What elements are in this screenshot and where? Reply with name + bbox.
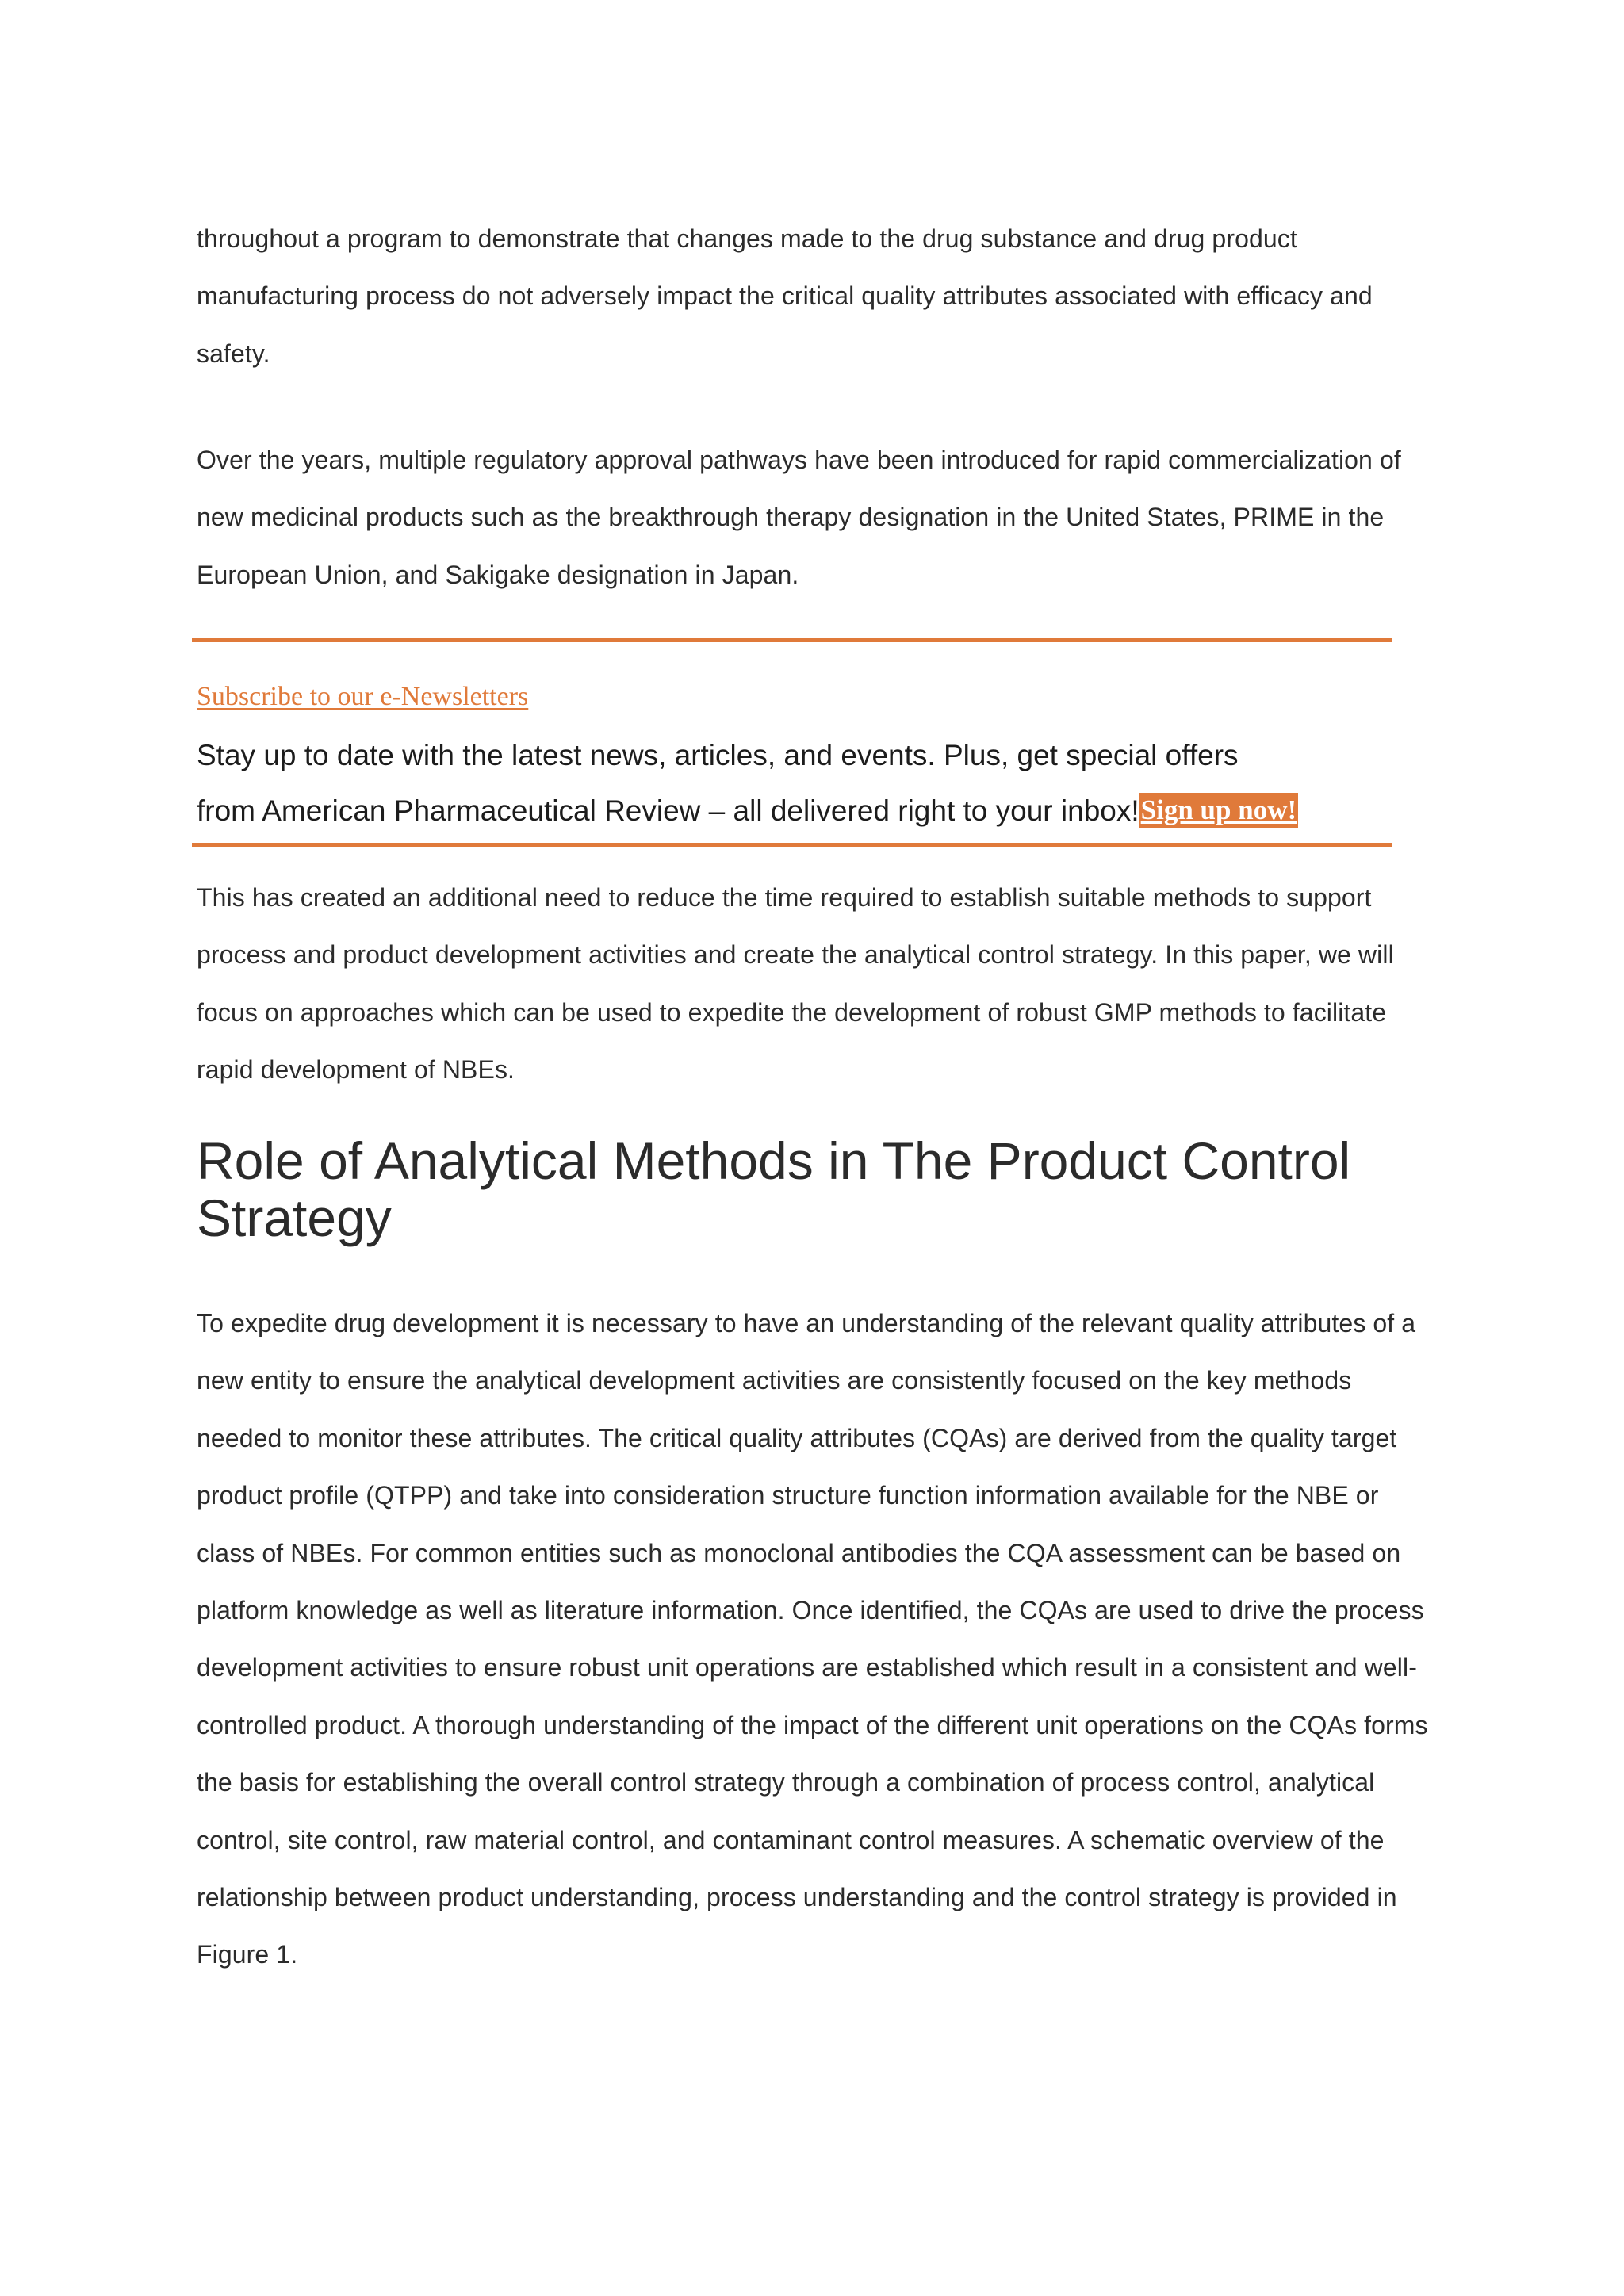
promo-line-2 bbox=[197, 783, 1434, 839]
subscribe-newsletter-link[interactable]: Subscribe to our e-Newsletters bbox=[197, 682, 529, 711]
promo-line-2-text: from American Pharmaceutical Review – all delivered right to your inbox! bbox=[197, 794, 1139, 827]
body-paragraph: throughout a program to demonstrate that changes made to the drug substance and drug product manufacturing process do not adversely impact the critical quality attributes associated with efficacy and safety. bbox=[197, 224, 1373, 368]
divider-top bbox=[192, 638, 1392, 642]
body-paragraph: To expedite drug development it is necessary to have an understanding of the relevant quality attributes of a new entity to ensure the analytical development activities are consistently focused on the key methods needed to monitor these attributes. The critical quality attributes (CQAs) are derived from the quality target product profile (QTPP) and take into consideration structure function information available for the NBE or class of NBEs. For common entities such as monoclonal antibodies the CQA assessment can be based on platform knowledge as well as literature information. Once identified, the CQAs are used to drive the process development activities to ensure robust unit operations are established which result in a consistent and well-controlled product. A thorough understanding of the impact of the different unit operations on the CQAs forms the basis for establishing the overall control strategy through a combination of process control, analytical control, site control, raw material control, and contaminant control measures. A schematic overview of the relationship between product understanding, process understanding and the control strategy is provided in Figure 1. bbox=[197, 1309, 1428, 1969]
body-paragraph: Over the years, multiple regulatory approval pathways have been introduced for rapid commercialization of new medicinal products such as the breakthrough therapy designation in the United States, PRIME in the European Union, and Sakigake designation in Japan. bbox=[197, 446, 1401, 589]
newsletter-promo bbox=[197, 728, 1434, 839]
sign-up-button[interactable]: Sign up now! bbox=[1139, 793, 1298, 828]
body-paragraph: This has created an additional need to reduce the time required to establish suitable methods to support process and product development activities and create the analytical control strategy. In this paper, we will focus on approaches which can be used to expedite the development of robust GMP methods to facilitate rapid development of NBEs. bbox=[197, 883, 1394, 1085]
promo-line-1: Stay up to date with the latest news, articles, and events. Plus, get special offers bbox=[197, 739, 1239, 771]
divider-bottom bbox=[192, 843, 1392, 847]
section-heading: Role of Analytical Methods in The Product Control Strategy bbox=[197, 1131, 1351, 1247]
